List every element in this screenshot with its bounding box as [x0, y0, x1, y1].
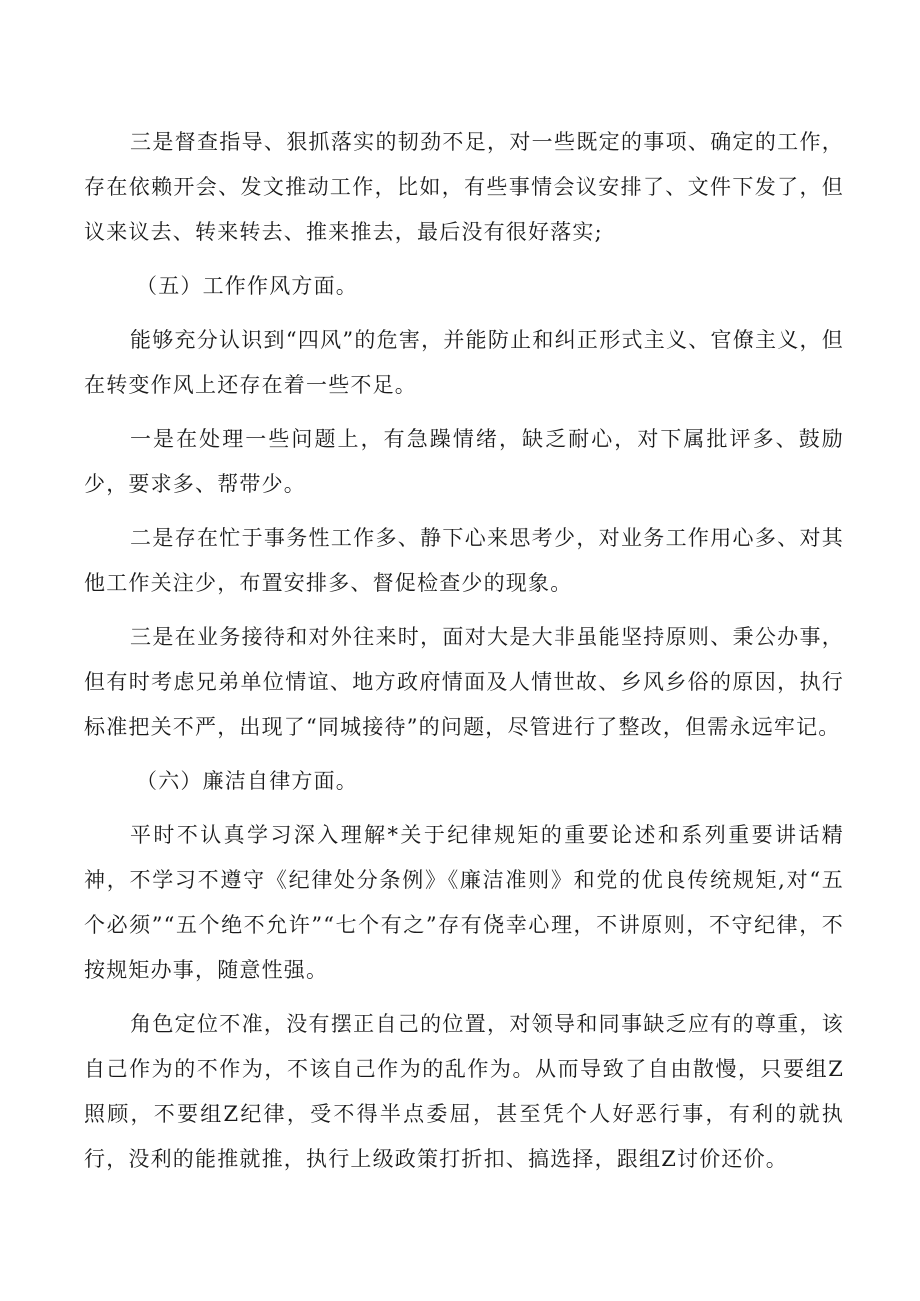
paragraph-discipline-study: 平时不认真学习深入理解*关于纪律规矩的重要论述和系列重要讲话精神，不学习不遵守《纪律处分条例》《廉洁准则》和党的优良传统规矩,对“五个必须”“五个绝不允许”“七个有之”存有侥幸心理，不讲原则，不守纪律，不按规矩办事，随意性强。 — [84, 823, 844, 982]
section-heading-integrity: （六）廉洁自律方面。 — [136, 769, 358, 793]
paragraph-supervision: 三是督查指导、狠抓落实的韧劲不足，对一些既定的事项、确定的工作，存在依赖开会、发文推动工作，比如，有些事情会议安排了、文件下发了，但议来议去、转来转去、推来推去，最后没有很好落实; — [84, 130, 844, 244]
section-heading-work-style: （五）工作作风方面。 — [136, 274, 358, 298]
paragraph-role-positioning: 角色定位不准，没有摆正自己的位置，对领导和同事缺乏应有的尊重，该自己作为的不作为，不该自己作为的乱作为。从而导致了自由散慢，只要组Z照顾，不要组Z纪律，受不得半点委屈，甚至凭个人好恶行事，有利的就执行，没利的能推就推，执行上级政策打折扣、搞选择，跟组Z讨价还价。 — [84, 1012, 844, 1171]
document-body — [84, 120, 844, 1191]
paragraph-reception: 三是在业务接待和对外往来时，面对大是大非虽能坚持原则、秉公办事，但有时考虑兄弟单位情谊、地方政府情面及人情世故、乡风乡俗的原因，执行标准把关不严，出现了“同城接待”的问题，尽管进行了整改，但需永远牢记。 — [84, 625, 844, 739]
paragraph-busy-routine: 二是存在忙于事务性工作多、静下心来思考少，对业务工作用心多、对其他工作关注少，布置安排多、督促检查少的现象。 — [84, 526, 844, 595]
paragraph-four-winds: 能够充分认识到“四风”的危害，并能防止和纠正形式主义、官僚主义，但在转变作风上还存在着一些不足。 — [84, 328, 844, 397]
paragraph-impatience: 一是在处理一些问题上，有急躁情绪，缺乏耐心，对下属批评多、鼓励少，要求多、帮带少。 — [84, 427, 844, 496]
